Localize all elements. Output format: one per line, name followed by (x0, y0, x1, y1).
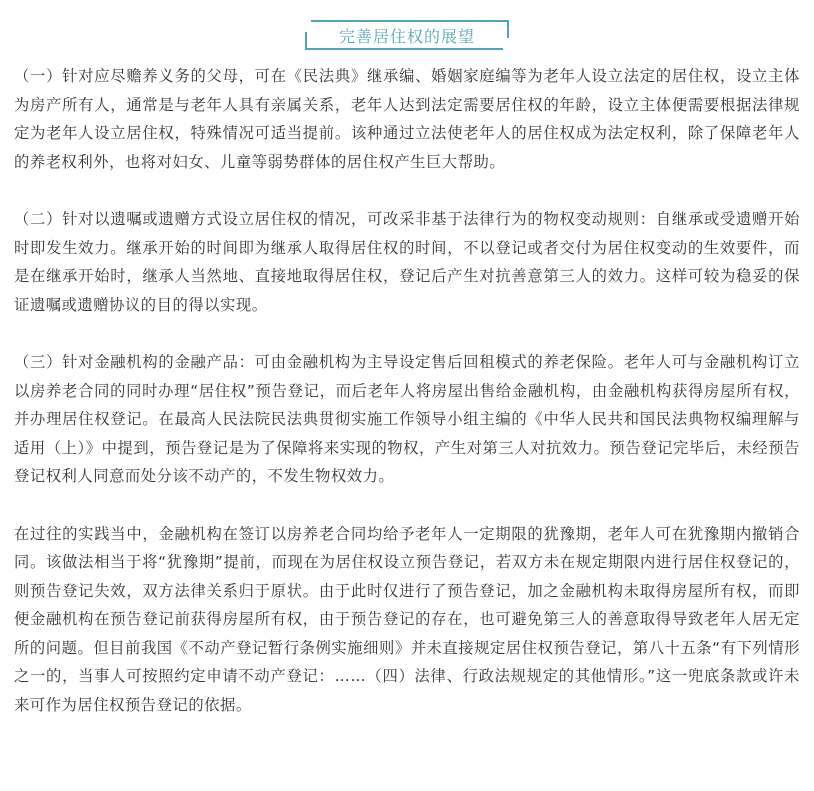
section-title: 完善居住权的展望 (338, 26, 475, 46)
title-wrap (0, 20, 814, 50)
section-title-frame (305, 20, 509, 50)
paragraph-3: （三）针对金融机构的金融产品：可由金融机构为主导设定售后回租模式的养老保险。老年人可与金融机构订立以房养老合同的同时办理“居住权”预告登记，而后老年人将房屋出售给金融机构，由金融机构获得房屋所有权，并办理居住权登记。在最高人民法院民法典贯彻实施工作领导小组主编的《中华人民共和国民法典物权编理解与适用（上）》中提到，预告登记是为了保障将来实现的物权，产生对第三人对抗效力。预告登记完毕后，未经预告登记权利人同意而处分该不动产的，不发生物权效力。 (14, 352, 800, 486)
article-body (14, 62, 800, 720)
paragraph-1: （一）针对应尽赡养义务的父母，可在《民法典》继承编、婚姻家庭编等为老年人设立法定的居住权，设立主体为房产所有人，通常是与老年人具有亲属关系，老年人达到法定需要居住权的年龄，设立主体便需要根据法律规定为老年人设立居住权，特殊情况可适当提前。该种通过立法使老年人的居住权成为法定权利，除了保障老年人的养老权利外，也将对妇女、儿童等弱势群体的居住权产生巨大帮助。 (14, 67, 800, 171)
paragraph-4: 在过往的实践当中，金融机构在签订以房养老合同均给予老年人一定期限的犹豫期，老年人可在犹豫期内撤销合同。该做法相当于将“犹豫期”提前，而现在为居住权设立预告登记，若双方未在规定期限内进行居住权登记的，则预告登记失效，双方法律关系归于原状。由于此时仅进行了预告登记，加之金融机构未取得房屋所有权，而即便金融机构在预告登记前获得房屋所有权，由于预告登记的存在，也可避免第三人的善意取得导致老年人居无定所的问题。但目前我国《不动产登记暂行条例实施细则》并未直接规定居住权预告登记，第八十五条“有下列情形之一的，当事人可按照约定申请不动产登记：……（四）法律、行政法规规定的其他情形。”这一兜底条款或许未来可作为居住权预告登记的依据。 (14, 524, 800, 715)
paragraph-2: （二）针对以遗嘱或遗赠方式设立居住权的情况，可改采非基于法律行为的物权变动规则：自继承或受遗赠开始时即发生效力。继承开始的时间即为继承人取得居住权的时间，不以登记或者交付为居住权变动的生效要件，而是在继承开始时，继承人当然地、直接地取得居住权，登记后产生对抗善意第三人的效力。这样可较为稳妥的保证遗嘱或遗赠协议的目的得以实现。 (14, 209, 800, 314)
